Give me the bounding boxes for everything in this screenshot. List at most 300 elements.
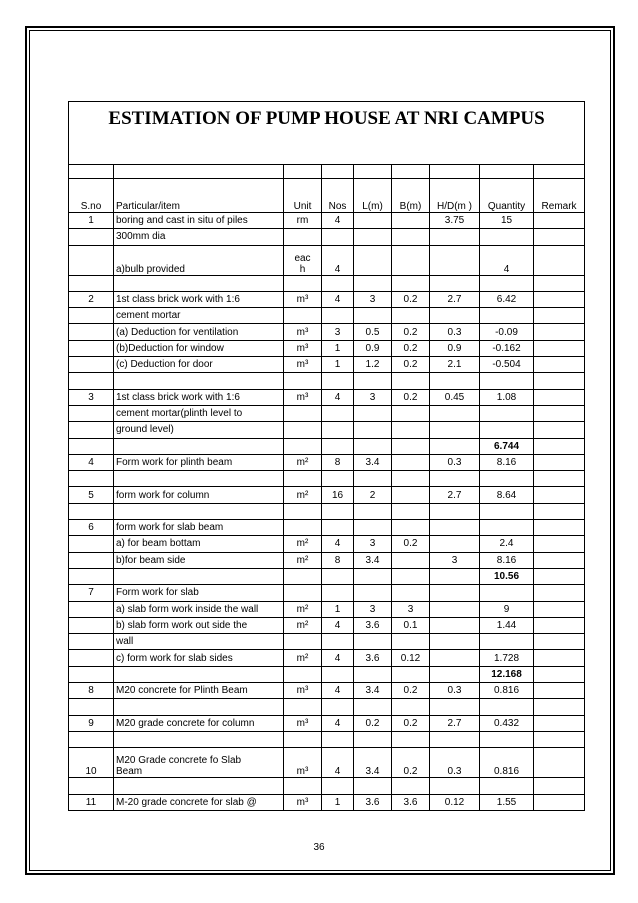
- cell-nos: 4: [322, 683, 354, 699]
- cell-quantity: 6.744: [480, 438, 534, 454]
- cell-remark: [534, 699, 585, 715]
- cell-remark: [534, 683, 585, 699]
- cell-unit: [284, 699, 322, 715]
- cell-unit: [284, 666, 322, 682]
- cell-particular: M20 concrete for Plinth Beam: [114, 683, 284, 699]
- cell-quantity: [480, 634, 534, 650]
- table-row: [69, 666, 585, 682]
- cell-height: [430, 373, 480, 389]
- cell-particular: M20 grade concrete for column: [114, 715, 284, 731]
- cell-remark: [534, 536, 585, 552]
- cell-particular: [114, 778, 284, 794]
- cell-breadth: [392, 778, 430, 794]
- cell-sno: [69, 438, 114, 454]
- table-row: [69, 422, 585, 438]
- cell-breadth: [392, 699, 430, 715]
- cell-particular: Form work for plinth beam: [114, 454, 284, 470]
- cell-breadth: [392, 731, 430, 747]
- table-row: [69, 503, 585, 519]
- cell-quantity: [480, 699, 534, 715]
- cell-length: 3.6: [354, 794, 392, 810]
- cell-length: [354, 666, 392, 682]
- cell-remark: [534, 324, 585, 340]
- cell-remark: [534, 617, 585, 633]
- cell-length: [354, 634, 392, 650]
- cell-quantity: 8.16: [480, 454, 534, 470]
- cell-breadth: [392, 308, 430, 324]
- cell-length: 3: [354, 389, 392, 405]
- cell-height: 3: [430, 552, 480, 568]
- table-row: [69, 552, 585, 568]
- header-row: [69, 179, 585, 213]
- table-row: [69, 715, 585, 731]
- cell-particular: [114, 503, 284, 519]
- cell-sno: [69, 666, 114, 682]
- cell-breadth: [392, 634, 430, 650]
- table-row: [69, 601, 585, 617]
- cell-particular: form work for slab beam: [114, 520, 284, 536]
- cell-unit: [284, 422, 322, 438]
- cell-sno: [69, 536, 114, 552]
- cell-breadth: [392, 213, 430, 229]
- cell-breadth: 0.2: [392, 683, 430, 699]
- cell-sno: [69, 731, 114, 747]
- cell-quantity: -0.162: [480, 340, 534, 356]
- cell-length: 3: [354, 291, 392, 307]
- cell-unit: [284, 778, 322, 794]
- cell-sno: 3: [69, 389, 114, 405]
- cell-unit: m³: [284, 748, 322, 778]
- cell-length: 3.4: [354, 683, 392, 699]
- cell-remark: [534, 666, 585, 682]
- cell-remark: [534, 731, 585, 747]
- cell-sno: [69, 275, 114, 291]
- cell-sno: [69, 324, 114, 340]
- cell-remark: [534, 357, 585, 373]
- cell-nos: 1: [322, 794, 354, 810]
- cell-quantity: 1.08: [480, 389, 534, 405]
- cell-breadth: 3: [392, 601, 430, 617]
- cell-sno: 2: [69, 291, 114, 307]
- cell-length: [354, 699, 392, 715]
- cell-quantity: [480, 778, 534, 794]
- cell-nos: [322, 308, 354, 324]
- cell-nos: 4: [322, 617, 354, 633]
- cell-unit: m²: [284, 601, 322, 617]
- cell-particular: [114, 666, 284, 682]
- header-length: L(m): [354, 179, 392, 213]
- header-unit: Unit: [284, 179, 322, 213]
- cell-length: 2: [354, 487, 392, 503]
- table-row: [69, 778, 585, 794]
- cell-nos: [322, 634, 354, 650]
- cell-particular: a)bulb provided: [114, 245, 284, 275]
- cell-sno: [69, 650, 114, 666]
- table-row: [69, 324, 585, 340]
- cell-quantity: [480, 520, 534, 536]
- cell-remark: [534, 778, 585, 794]
- cell-nos: 8: [322, 552, 354, 568]
- cell-quantity: [480, 405, 534, 421]
- cell-particular: [114, 699, 284, 715]
- cell-remark: [534, 340, 585, 356]
- estimation-table: [68, 101, 585, 811]
- cell-unit: m²: [284, 536, 322, 552]
- table-row: [69, 794, 585, 810]
- cell-length: [354, 503, 392, 519]
- cell-nos: [322, 699, 354, 715]
- cell-breadth: [392, 503, 430, 519]
- cell-height: [430, 275, 480, 291]
- table-row: [69, 487, 585, 503]
- cell-length: [354, 373, 392, 389]
- cell-height: 2.1: [430, 357, 480, 373]
- cell-unit: eac h: [284, 245, 322, 275]
- cell-quantity: [480, 503, 534, 519]
- cell-unit: m³: [284, 340, 322, 356]
- cell-unit: m³: [284, 794, 322, 810]
- cell-height: [430, 634, 480, 650]
- cell-unit: [284, 471, 322, 487]
- table-row: [69, 291, 585, 307]
- cell-particular: cement mortar(plinth level to: [114, 405, 284, 421]
- cell-quantity: 1.55: [480, 794, 534, 810]
- header-breadth: B(m): [392, 179, 430, 213]
- cell-quantity: 10.56: [480, 568, 534, 584]
- cell-remark: [534, 291, 585, 307]
- cell-height: 0.45: [430, 389, 480, 405]
- cell-unit: [284, 308, 322, 324]
- cell-particular: wall: [114, 634, 284, 650]
- cell-unit: [284, 568, 322, 584]
- cell-height: [430, 308, 480, 324]
- cell-particular: [114, 568, 284, 584]
- cell-unit: rm: [284, 213, 322, 229]
- cell-sno: 9: [69, 715, 114, 731]
- cell-breadth: [392, 471, 430, 487]
- cell-nos: 8: [322, 454, 354, 470]
- cell-length: 3.6: [354, 617, 392, 633]
- cell-sno: [69, 229, 114, 245]
- cell-breadth: 0.1: [392, 617, 430, 633]
- cell-height: [430, 438, 480, 454]
- cell-unit: [284, 634, 322, 650]
- cell-remark: [534, 585, 585, 601]
- cell-nos: [322, 471, 354, 487]
- cell-nos: 4: [322, 291, 354, 307]
- cell-height: [430, 471, 480, 487]
- cell-unit: m³: [284, 715, 322, 731]
- table-title: ESTIMATION OF PUMP HOUSE AT NRI CAMPUS: [69, 102, 585, 165]
- cell-sno: 11: [69, 794, 114, 810]
- cell-height: 2.7: [430, 291, 480, 307]
- cell-sno: [69, 308, 114, 324]
- table-row: [69, 229, 585, 245]
- cell-length: 3.6: [354, 650, 392, 666]
- cell-unit: m³: [284, 324, 322, 340]
- cell-unit: [284, 438, 322, 454]
- cell-particular: [114, 373, 284, 389]
- cell-sno: [69, 357, 114, 373]
- cell-length: [354, 438, 392, 454]
- cell-nos: 4: [322, 389, 354, 405]
- cell-remark: [534, 715, 585, 731]
- cell-height: 0.3: [430, 683, 480, 699]
- cell-quantity: [480, 422, 534, 438]
- cell-remark: [534, 245, 585, 275]
- cell-sno: 4: [69, 454, 114, 470]
- cell-quantity: [480, 373, 534, 389]
- cell-breadth: [392, 568, 430, 584]
- cell-length: 0.2: [354, 715, 392, 731]
- cell-unit: [284, 275, 322, 291]
- cell-nos: [322, 229, 354, 245]
- cell-breadth: [392, 229, 430, 245]
- cell-unit: [284, 731, 322, 747]
- cell-height: [430, 422, 480, 438]
- cell-sno: [69, 373, 114, 389]
- cell-unit: m²: [284, 650, 322, 666]
- cell-nos: [322, 503, 354, 519]
- cell-height: 0.9: [430, 340, 480, 356]
- cell-length: [354, 731, 392, 747]
- cell-height: 0.3: [430, 748, 480, 778]
- header-nos: Nos: [322, 179, 354, 213]
- cell-length: [354, 568, 392, 584]
- cell-sno: [69, 245, 114, 275]
- cell-particular: (a) Deduction for ventilation: [114, 324, 284, 340]
- cell-unit: [284, 585, 322, 601]
- cell-height: [430, 405, 480, 421]
- cell-breadth: [392, 438, 430, 454]
- cell-height: 0.3: [430, 324, 480, 340]
- cell-quantity: 2.4: [480, 536, 534, 552]
- cell-particular: cement mortar: [114, 308, 284, 324]
- cell-quantity: 0.816: [480, 683, 534, 699]
- cell-particular: boring and cast in situ of piles: [114, 213, 284, 229]
- cell-nos: [322, 568, 354, 584]
- table-row: [69, 275, 585, 291]
- cell-nos: [322, 438, 354, 454]
- cell-height: [430, 666, 480, 682]
- cell-nos: 4: [322, 715, 354, 731]
- cell-unit: m²: [284, 552, 322, 568]
- cell-sno: [69, 778, 114, 794]
- page-number: 36: [313, 842, 325, 853]
- cell-breadth: 0.2: [392, 536, 430, 552]
- cell-remark: [534, 229, 585, 245]
- cell-nos: 4: [322, 748, 354, 778]
- cell-breadth: [392, 373, 430, 389]
- cell-height: [430, 585, 480, 601]
- cell-breadth: [392, 552, 430, 568]
- cell-breadth: [392, 666, 430, 682]
- table-row: [69, 357, 585, 373]
- table-row: [69, 585, 585, 601]
- table-row: [69, 373, 585, 389]
- cell-length: [354, 245, 392, 275]
- cell-particular: 1st class brick work with 1:6: [114, 389, 284, 405]
- cell-nos: 4: [322, 245, 354, 275]
- table-row: [69, 731, 585, 747]
- cell-remark: [534, 438, 585, 454]
- cell-sno: [69, 699, 114, 715]
- cell-remark: [534, 454, 585, 470]
- table-row: [69, 617, 585, 633]
- cell-quantity: 8.16: [480, 552, 534, 568]
- cell-unit: [284, 229, 322, 245]
- cell-length: [354, 585, 392, 601]
- cell-breadth: 0.2: [392, 340, 430, 356]
- cell-length: [354, 213, 392, 229]
- cell-length: [354, 308, 392, 324]
- cell-length: 1.2: [354, 357, 392, 373]
- cell-quantity: [480, 308, 534, 324]
- cell-quantity: [480, 585, 534, 601]
- cell-remark: [534, 634, 585, 650]
- cell-unit: m³: [284, 683, 322, 699]
- cell-remark: [534, 213, 585, 229]
- cell-remark: [534, 308, 585, 324]
- table-row: [69, 634, 585, 650]
- cell-nos: 4: [322, 213, 354, 229]
- cell-quantity: 8.64: [480, 487, 534, 503]
- table-row: [69, 340, 585, 356]
- cell-height: [430, 601, 480, 617]
- cell-height: 2.7: [430, 487, 480, 503]
- cell-quantity: 9: [480, 601, 534, 617]
- cell-unit: m²: [284, 487, 322, 503]
- cell-nos: [322, 373, 354, 389]
- cell-length: [354, 229, 392, 245]
- cell-sno: [69, 634, 114, 650]
- cell-height: [430, 699, 480, 715]
- cell-unit: m²: [284, 617, 322, 633]
- cell-quantity: 15: [480, 213, 534, 229]
- cell-sno: [69, 503, 114, 519]
- cell-breadth: [392, 520, 430, 536]
- cell-breadth: [392, 245, 430, 275]
- table-row: [69, 245, 585, 275]
- cell-nos: 1: [322, 601, 354, 617]
- cell-nos: 1: [322, 357, 354, 373]
- cell-height: 2.7: [430, 715, 480, 731]
- cell-length: [354, 275, 392, 291]
- cell-quantity: [480, 731, 534, 747]
- table-row: [69, 650, 585, 666]
- table-row: [69, 454, 585, 470]
- cell-remark: [534, 650, 585, 666]
- cell-sno: [69, 552, 114, 568]
- header-quantity: Quantity: [480, 179, 534, 213]
- cell-length: 3: [354, 601, 392, 617]
- cell-sno: [69, 601, 114, 617]
- cell-breadth: 0.12: [392, 650, 430, 666]
- cell-quantity: [480, 229, 534, 245]
- cell-length: 0.9: [354, 340, 392, 356]
- cell-particular: Form work for slab: [114, 585, 284, 601]
- cell-quantity: -0.504: [480, 357, 534, 373]
- cell-breadth: [392, 422, 430, 438]
- cell-particular: (b)Deduction for window: [114, 340, 284, 356]
- table-row: [69, 389, 585, 405]
- cell-height: [430, 731, 480, 747]
- cell-length: 0.5: [354, 324, 392, 340]
- cell-particular: [114, 275, 284, 291]
- cell-remark: [534, 503, 585, 519]
- cell-sno: 5: [69, 487, 114, 503]
- cell-height: 3.75: [430, 213, 480, 229]
- cell-length: 3.4: [354, 552, 392, 568]
- cell-particular: c) form work for slab sides: [114, 650, 284, 666]
- cell-nos: 4: [322, 536, 354, 552]
- cell-particular: [114, 731, 284, 747]
- cell-quantity: [480, 275, 534, 291]
- cell-breadth: 0.2: [392, 715, 430, 731]
- header-sno: S.no: [69, 179, 114, 213]
- cell-remark: [534, 568, 585, 584]
- cell-particular: a) for beam bottam: [114, 536, 284, 552]
- cell-particular: [114, 438, 284, 454]
- cell-sno: [69, 340, 114, 356]
- cell-length: [354, 405, 392, 421]
- cell-remark: [534, 373, 585, 389]
- cell-sno: [69, 405, 114, 421]
- cell-breadth: [392, 275, 430, 291]
- cell-length: [354, 422, 392, 438]
- cell-remark: [534, 748, 585, 778]
- cell-unit: [284, 503, 322, 519]
- cell-quantity: 1.44: [480, 617, 534, 633]
- cell-breadth: 0.2: [392, 748, 430, 778]
- cell-unit: [284, 405, 322, 421]
- cell-sno: [69, 617, 114, 633]
- cell-particular: ground level): [114, 422, 284, 438]
- cell-nos: [322, 422, 354, 438]
- cell-sno: [69, 422, 114, 438]
- cell-height: 0.12: [430, 794, 480, 810]
- cell-particular: (c) Deduction for door: [114, 357, 284, 373]
- cell-remark: [534, 520, 585, 536]
- table-row: [69, 438, 585, 454]
- cell-sno: 10: [69, 748, 114, 778]
- cell-quantity: -0.09: [480, 324, 534, 340]
- cell-remark: [534, 405, 585, 421]
- cell-remark: [534, 422, 585, 438]
- table-row: [69, 520, 585, 536]
- cell-quantity: 1.728: [480, 650, 534, 666]
- cell-quantity: 0.432: [480, 715, 534, 731]
- cell-breadth: 0.2: [392, 357, 430, 373]
- cell-unit: m²: [284, 454, 322, 470]
- cell-nos: 16: [322, 487, 354, 503]
- cell-breadth: [392, 585, 430, 601]
- table-row: [69, 308, 585, 324]
- header-remark: Remark: [534, 179, 585, 213]
- cell-height: [430, 229, 480, 245]
- cell-length: [354, 520, 392, 536]
- cell-sno: 7: [69, 585, 114, 601]
- cell-remark: [534, 487, 585, 503]
- cell-particular: a) slab form work inside the wall: [114, 601, 284, 617]
- cell-height: [430, 520, 480, 536]
- cell-particular: M-20 grade concrete for slab @: [114, 794, 284, 810]
- cell-nos: 3: [322, 324, 354, 340]
- cell-remark: [534, 601, 585, 617]
- cell-height: 0.3: [430, 454, 480, 470]
- cell-nos: 4: [322, 650, 354, 666]
- cell-quantity: 4: [480, 245, 534, 275]
